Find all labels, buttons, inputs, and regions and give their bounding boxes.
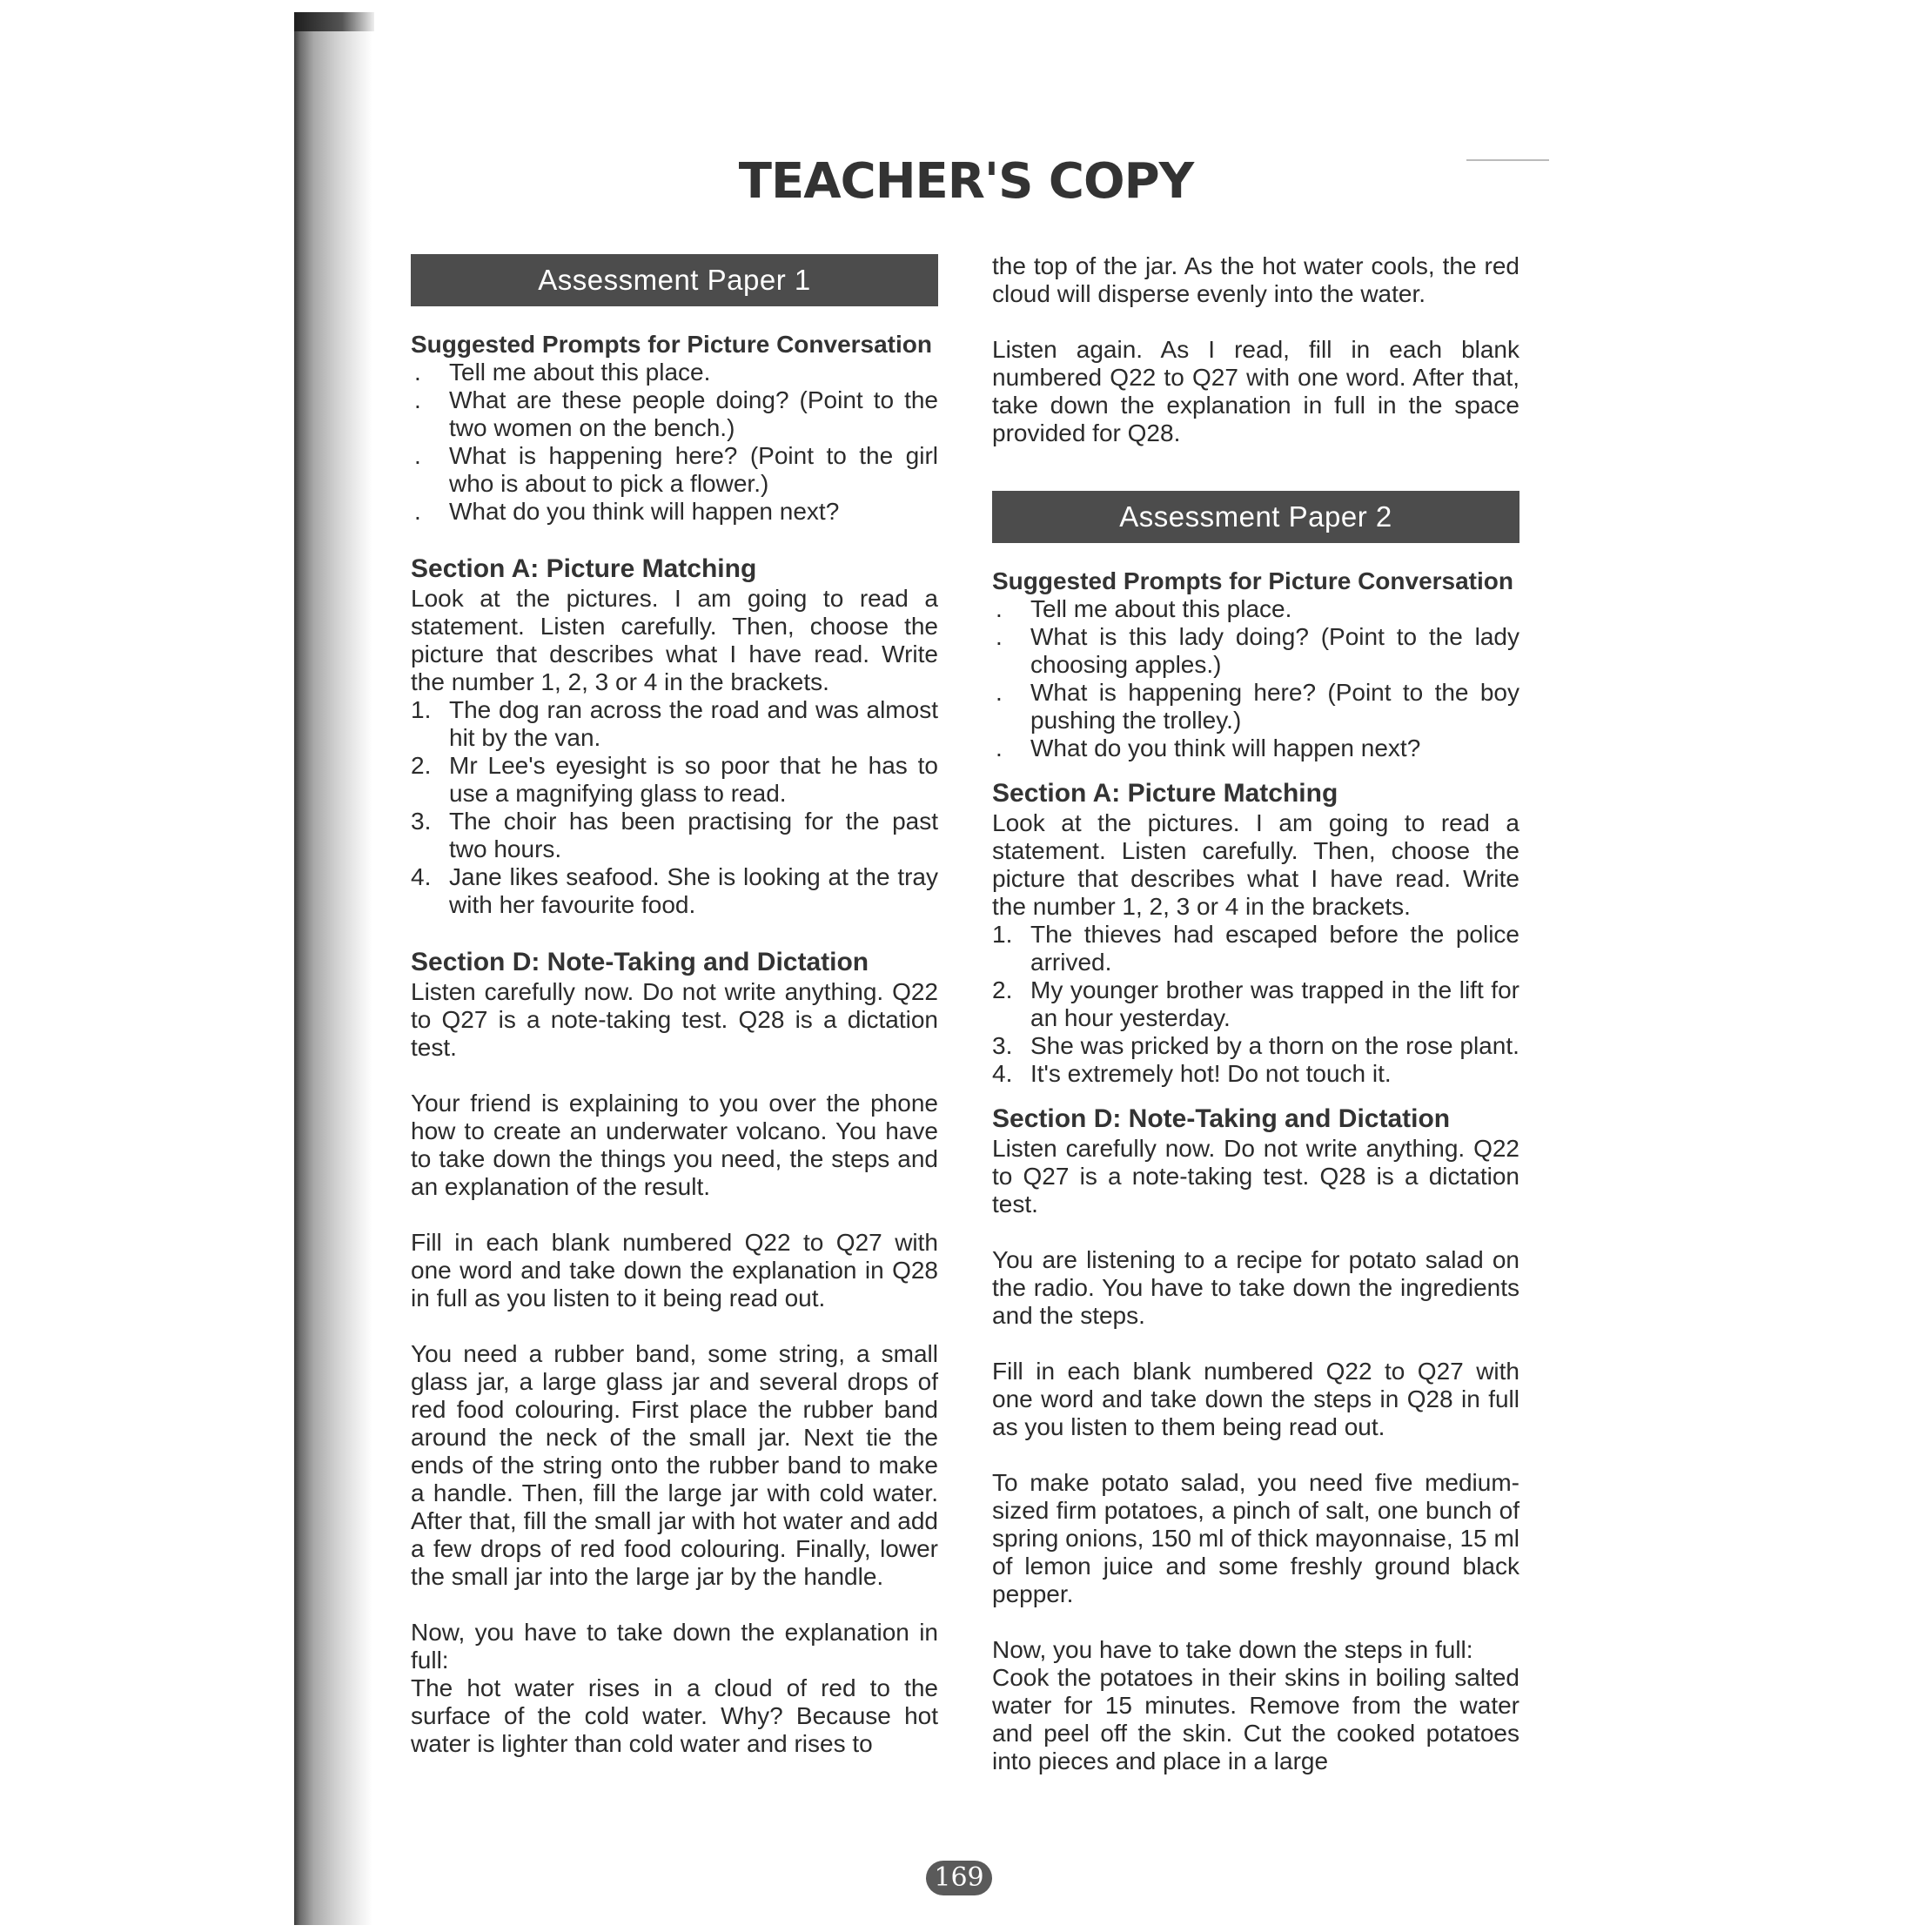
list-item: . What are these people doing? (Point to the two women on the bench.) — [414, 386, 938, 441]
section-a-heading: Section A: Picture Matching — [411, 554, 757, 583]
bullet-icon: . — [996, 595, 1003, 622]
list-item: . What is this lady doing? (Point to the lady choosing apples.) — [996, 623, 1519, 678]
prompts-list — [411, 359, 938, 526]
paragraph: Now, you have to take down the steps in full: — [992, 1636, 1473, 1663]
section-d-intro: Listen carefully now. Do not write anything. Q22 to Q27 is a note-taking test. Q28 is a dictation test. — [992, 1135, 1519, 1218]
paragraph: Now, you have to take down the explanation in full: — [411, 1619, 938, 1674]
section-d-heading: Section D: Note-Taking and Dictation — [992, 1104, 1451, 1133]
list-item: 4. It's extremely hot! Do not touch it. — [992, 1060, 1392, 1087]
paragraph: Fill in each blank numbered Q22 to Q27 with one word and take down the explanation in Q28 in full as you listen to it being read out. — [411, 1229, 938, 1311]
list-item: 3. She was pricked by a thorn on the rose plant. — [992, 1032, 1519, 1059]
list-item: 2. Mr Lee's eyesight is so poor that he has to use a magnifying glass to read. — [411, 752, 938, 807]
list-item: . What is happening here? (Point to the girl who is about to pick a flower.) — [414, 442, 938, 497]
section-a-items — [411, 696, 938, 919]
bullet-icon: . — [414, 498, 421, 525]
page-number: 169 — [926, 1861, 992, 1895]
list-item: . What do you think will happen next? — [996, 735, 1421, 761]
book-spine-top — [294, 12, 374, 31]
paragraph: Cook the potatoes in their skins in boiling salted water for 15 minutes. Remove from the water and peel off the skin. Cut the cooked potatoes into pieces and place in a large — [992, 1664, 1519, 1774]
section-d-intro: Listen carefully now. Do not write anything. Q22 to Q27 is a note-taking test. Q28 is a dictation test. — [411, 978, 938, 1061]
section-d-heading: Section D: Note-Taking and Dictation — [411, 948, 869, 976]
list-item: 4. Jane likes seafood. She is looking at the tray with her favourite food. — [411, 863, 938, 918]
page-title: TEACHER'S COPY — [738, 153, 1194, 210]
bullet-icon: . — [414, 359, 421, 386]
paragraph: Your friend is explaining to you over the phone how to create an underwater volcano. You have to take down the things you need, the steps and an explanation of the result. — [411, 1090, 938, 1200]
paragraph: Listen again. As I read, fill in each blank numbered Q22 to Q27 with one word. After that, take down the explanation in full in the space provided for Q28. — [992, 336, 1519, 446]
paragraph: To make potato salad, you need five medium-sized firm potatoes, a pinch of salt, one bunch of spring onions, 150 ml of thick mayonnaise, 15 ml of lemon juice and some freshly ground black pepper. — [992, 1469, 1519, 1607]
prompts-heading: Suggested Prompts for Picture Conversation — [992, 567, 1513, 594]
bullet-icon: . — [996, 735, 1003, 761]
bullet-icon: . — [414, 442, 421, 469]
paragraph: The hot water rises in a cloud of red to the surface of the cold water. Why? Because hot water is lighter than cold water and rises to — [411, 1674, 938, 1757]
left-column — [411, 254, 938, 1758]
list-item: . What is happening here? (Point to the boy pushing the trolley.) — [996, 679, 1519, 734]
list-item: . Tell me about this place. — [414, 359, 711, 386]
list-item: 1. The dog ran across the road and was almost hit by the van. — [411, 696, 938, 751]
banner-assessment-paper-2: Assessment Paper 2 — [992, 491, 1519, 543]
list-item: . What do you think will happen next? — [414, 498, 840, 525]
right-column — [992, 252, 1519, 1775]
section-a-heading: Section A: Picture Matching — [992, 779, 1338, 808]
bullet-icon: . — [996, 679, 1003, 706]
paragraph: Fill in each blank numbered Q22 to Q27 with one word and take down the steps in Q28 in full as you listen to them being read out. — [992, 1358, 1519, 1440]
paragraph: You need a rubber band, some string, a small glass jar, a large glass jar and several drops of red food colouring. First place the rubber band around the neck of the small jar. Next tie the ends of the string onto the rubber band to make a handle. Then, fill the large jar with cold water. After that, fill the small jar with hot water and add a few drops of red food colouring. Finally, lower the small jar into the large jar by the handle. — [411, 1340, 938, 1590]
paragraph: the top of the jar. As the hot water cools, the red cloud will disperse evenly into the water. — [992, 252, 1519, 307]
book-spine-shadow — [294, 12, 372, 1925]
paragraph: You are listening to a recipe for potato salad on the radio. You have to take down the ingredients and the steps. — [992, 1246, 1519, 1329]
prompts-heading: Suggested Prompts for Picture Conversation — [411, 331, 932, 358]
banner-assessment-paper-1: Assessment Paper 1 — [411, 254, 938, 306]
prompts-list — [992, 595, 1519, 762]
list-item: 2. My younger brother was trapped in the lift for an hour yesterday. — [992, 976, 1519, 1031]
list-item: 3. The choir has been practising for the past two hours. — [411, 808, 938, 862]
section-a-intro: Look at the pictures. I am going to read a statement. Listen carefully. Then, choose the picture that describes what I have read. Write the number 1, 2, 3 or 4 in the brackets. — [411, 585, 938, 695]
list-item: . Tell me about this place. — [996, 595, 1292, 622]
section-a-intro: Look at the pictures. I am going to read a statement. Listen carefully. Then, choose the picture that describes what I have read. Write the number 1, 2, 3 or 4 in the brackets. — [992, 809, 1519, 920]
list-item: 1. The thieves had escaped before the police arrived. — [992, 921, 1519, 976]
section-a-items — [992, 921, 1519, 1088]
bullet-icon: . — [414, 386, 421, 413]
bullet-icon: . — [996, 623, 1003, 650]
